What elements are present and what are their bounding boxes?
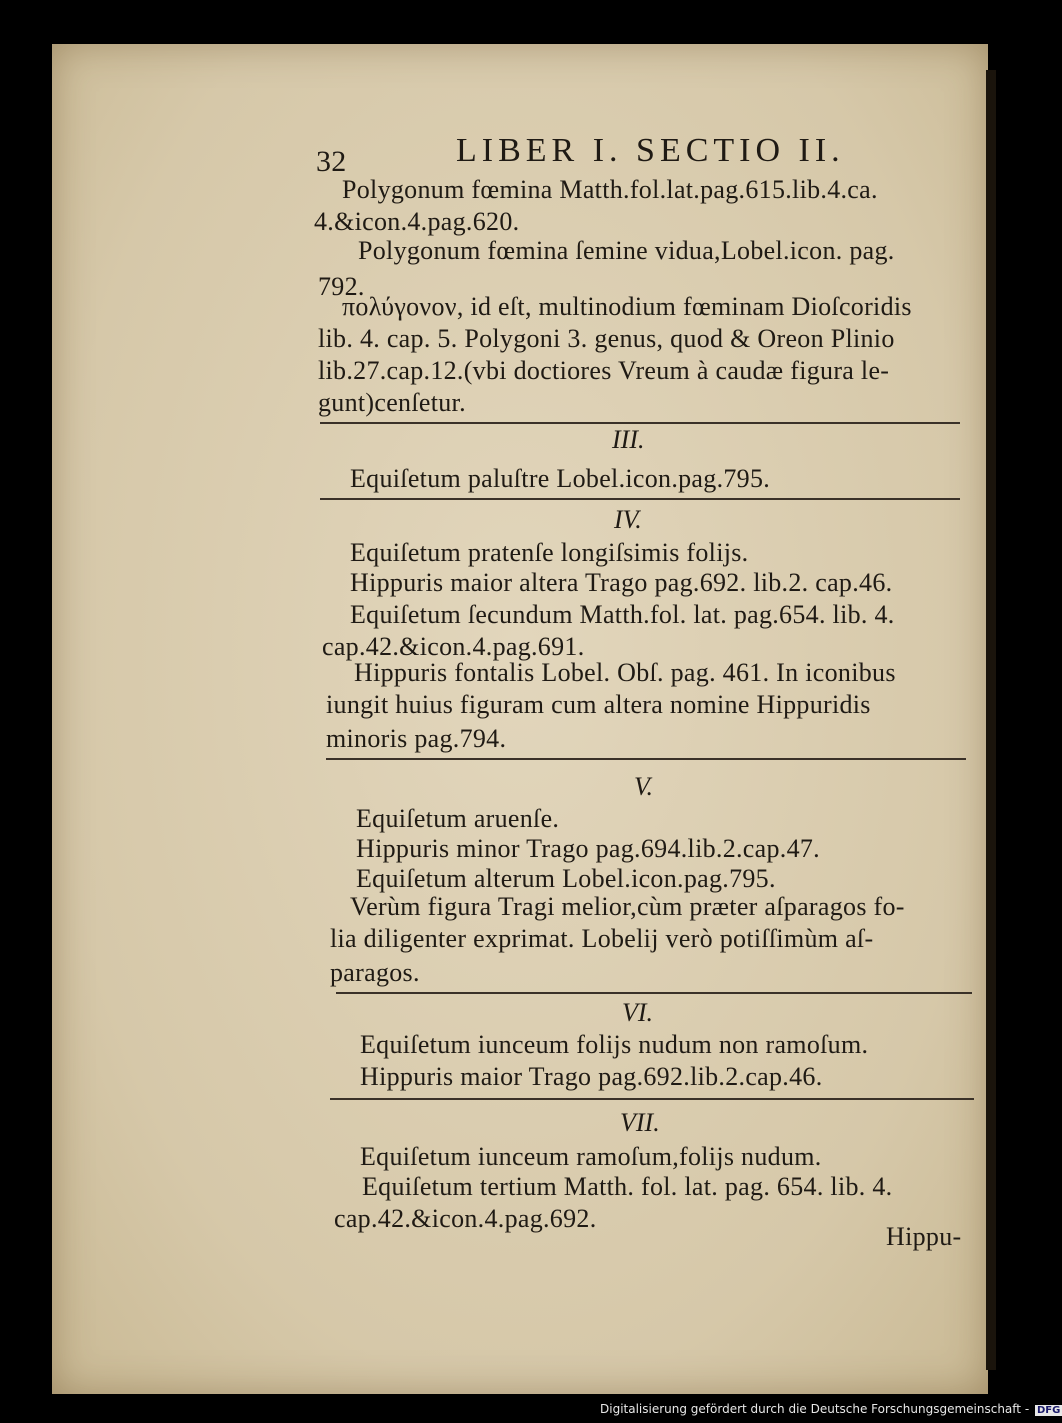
text-line: Equiſetum iunceum folijs nudum non ramoſum. bbox=[360, 1030, 869, 1059]
text-line: iungit huius figuram cum altera nomine Hippuridis bbox=[326, 690, 871, 719]
text-line: cap.42.&icon.4.pag.692. bbox=[334, 1204, 597, 1233]
section-rule bbox=[336, 992, 972, 994]
section-numeral: V. bbox=[634, 772, 654, 801]
section-numeral: VI. bbox=[622, 998, 654, 1027]
text-line: Equiſetum pratenſe longiſsimis folijs. bbox=[350, 538, 749, 567]
text-line: lia diligenter exprimat. Lobelij verò potiſſimùm aſ- bbox=[330, 924, 874, 953]
dfg-logo: DFG bbox=[1036, 1405, 1061, 1416]
text-line: Hippuris fontalis Lobel. Obſ. pag. 461. In iconibus bbox=[354, 658, 896, 687]
text-line: πολύγονον, id eſt, multinodium fœminam Dioſcoridis bbox=[342, 292, 912, 321]
text-line: paragos. bbox=[330, 958, 420, 987]
text-line: Hippuris maior Trago pag.692.lib.2.cap.46. bbox=[360, 1062, 823, 1091]
credit-text: Digitalisierung gefördert durch die Deutsche Forschungsgemeinschaft - bbox=[600, 1402, 1030, 1416]
text-line: 4.&icon.4.pag.620. bbox=[314, 207, 520, 236]
section-rule bbox=[320, 498, 960, 500]
text-line: Hippuris maior altera Trago pag.692. lib.2. cap.46. bbox=[350, 568, 893, 597]
page-number: 32 bbox=[316, 145, 347, 178]
text-line: lib.27.cap.12.(vbi doctiores Vreum à caudæ figura le- bbox=[318, 356, 890, 385]
text-line: cap.42.&icon.4.pag.691. bbox=[322, 632, 585, 661]
text-line: Equiſetum aruenſe. bbox=[356, 804, 560, 833]
section-numeral: VII. bbox=[620, 1108, 660, 1137]
text-line: Equiſetum paluſtre Lobel.icon.pag.795. bbox=[350, 464, 771, 493]
section-rule bbox=[320, 422, 960, 424]
running-title: LIBER I. SECTIO II. bbox=[456, 132, 845, 169]
section-numeral: III. bbox=[612, 425, 645, 454]
text-line: Equiſetum alterum Lobel.icon.pag.795. bbox=[356, 864, 776, 893]
text-line: 792. bbox=[318, 272, 365, 301]
section-numeral: IV. bbox=[614, 505, 642, 534]
text-line: Hippuris minor Trago pag.694.lib.2.cap.47. bbox=[356, 834, 820, 863]
text-line: Equiſetum ſecundum Matth.fol. lat. pag.654. lib. 4. bbox=[350, 600, 895, 629]
text-line: Polygonum fœmina Matth.fol.lat.pag.615.lib.4.ca. bbox=[342, 175, 878, 204]
digitization-credit bbox=[600, 1402, 1062, 1416]
text-line: Equiſetum iunceum ramoſum,folijs nudum. bbox=[360, 1142, 822, 1171]
catchword: Hippu- bbox=[886, 1222, 962, 1251]
text-line: lib. 4. cap. 5. Polygoni 3. genus, quod & Oreon Plinio bbox=[318, 324, 895, 353]
section-rule bbox=[326, 758, 966, 760]
text-line: gunt)cenſetur. bbox=[318, 388, 466, 417]
text-line: Verùm figura Tragi melior,cùm præter aſparagos fo- bbox=[350, 892, 905, 921]
text-line: Polygonum fœmina ſemine vidua,Lobel.icon. pag. bbox=[358, 236, 895, 265]
section-rule bbox=[330, 1098, 974, 1100]
page-edge bbox=[986, 70, 996, 1370]
text-line: minoris pag.794. bbox=[326, 724, 507, 753]
text-line: Equiſetum tertium Matth. fol. lat. pag. 654. lib. 4. bbox=[362, 1172, 893, 1201]
